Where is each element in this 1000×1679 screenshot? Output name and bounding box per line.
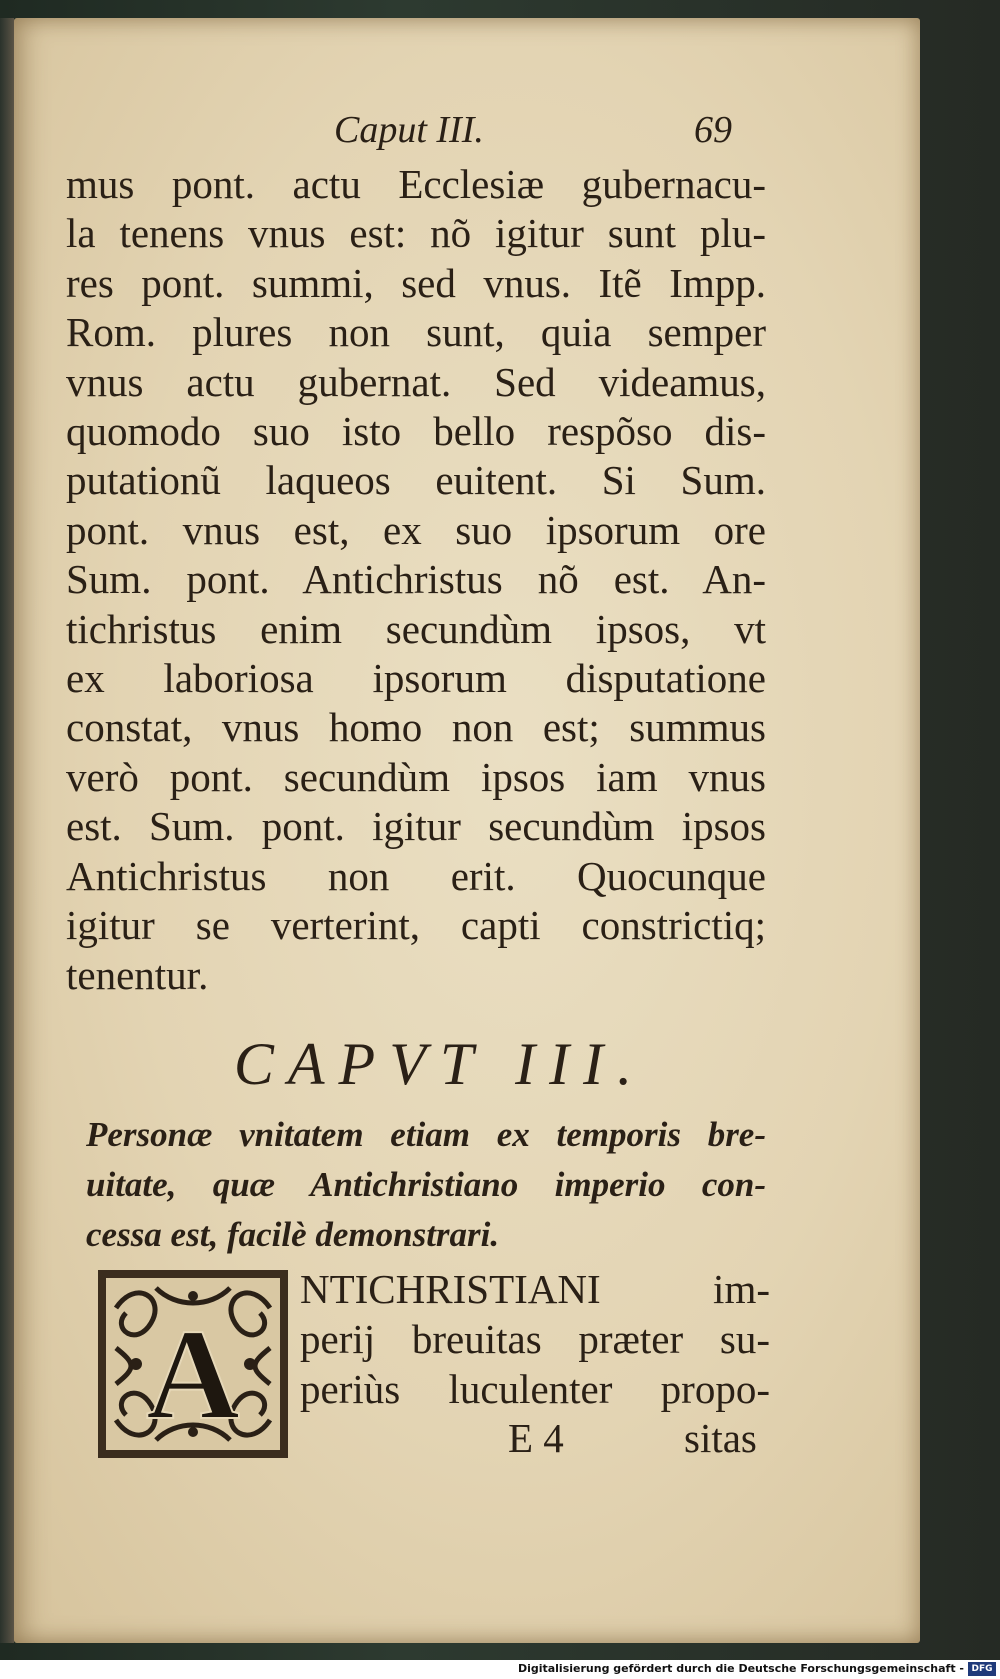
body-line: putationũ laqueos euitent. Si Sum.	[66, 457, 766, 504]
body-line: Antichristus non erit. Quocunque	[66, 852, 766, 899]
body-line: Rom. plures non sunt, quia semper	[66, 309, 766, 356]
body-line: mus pont. actu Ecclesiæ gubernacu-	[66, 161, 766, 207]
opening-text	[300, 1264, 770, 1414]
body-line: la tenens vnus est: nõ igitur sunt plu-	[66, 210, 766, 257]
dfg-logo: DFG	[968, 1662, 996, 1676]
body-line: tichristus enim secundùm ipsos, vt	[66, 605, 766, 652]
body-line: quomodo suo isto bello respõso dis-	[66, 408, 766, 455]
body-line: igitur se verterint, capti constrictiq;	[66, 902, 766, 949]
body-text	[66, 160, 766, 1000]
footer-bar	[0, 1660, 1000, 1679]
opening-line: perij breuitas præter su-	[300, 1316, 770, 1362]
body-line: verò pont. secundùm ipsos iam vnus	[66, 753, 766, 800]
body-line: ex laboriosa ipsorum disputatione	[66, 655, 766, 702]
running-head: Caput III.	[334, 109, 484, 151]
initial-letter: A	[146, 1303, 240, 1447]
opening-line: NTICHRISTIANI im-	[300, 1266, 770, 1312]
chapter-title: CAPVT III.	[233, 1031, 647, 1097]
body-line: pont. vnus est, ex suo ipsorum ore	[66, 506, 766, 553]
body-line: constat, vnus homo non est; summus	[66, 704, 766, 751]
summary-line: Personæ vnitatem etiam ex temporis bre-	[86, 1115, 766, 1154]
page-number: 69	[694, 109, 732, 151]
body-line: tenentur.	[66, 951, 209, 998]
book-spine-edge	[0, 18, 14, 1643]
body-line: est. Sum. pont. igitur secundùm ipsos	[66, 803, 766, 850]
signature-mark: E 4	[508, 1415, 564, 1461]
funding-notice: Digitalisierung gefördert durch die Deutsche Forschungsgemeinschaft -	[517, 1662, 964, 1675]
catchword: sitas	[684, 1415, 757, 1461]
body-line: vnus actu gubernat. Sed videamus,	[66, 358, 766, 405]
summary-line: cessa est, facilè demonstrari.	[86, 1215, 500, 1254]
decorated-initial	[96, 1268, 290, 1460]
body-line: res pont. summi, sed vnus. Itẽ Impp.	[66, 259, 766, 306]
summary-line: uitate, quæ Antichristiano imperio con-	[86, 1165, 766, 1204]
chapter-summary	[86, 1110, 766, 1260]
opening-line: periùs luculenter propo-	[300, 1366, 770, 1412]
body-line: Sum. pont. Antichristus nõ est. An-	[66, 556, 766, 603]
